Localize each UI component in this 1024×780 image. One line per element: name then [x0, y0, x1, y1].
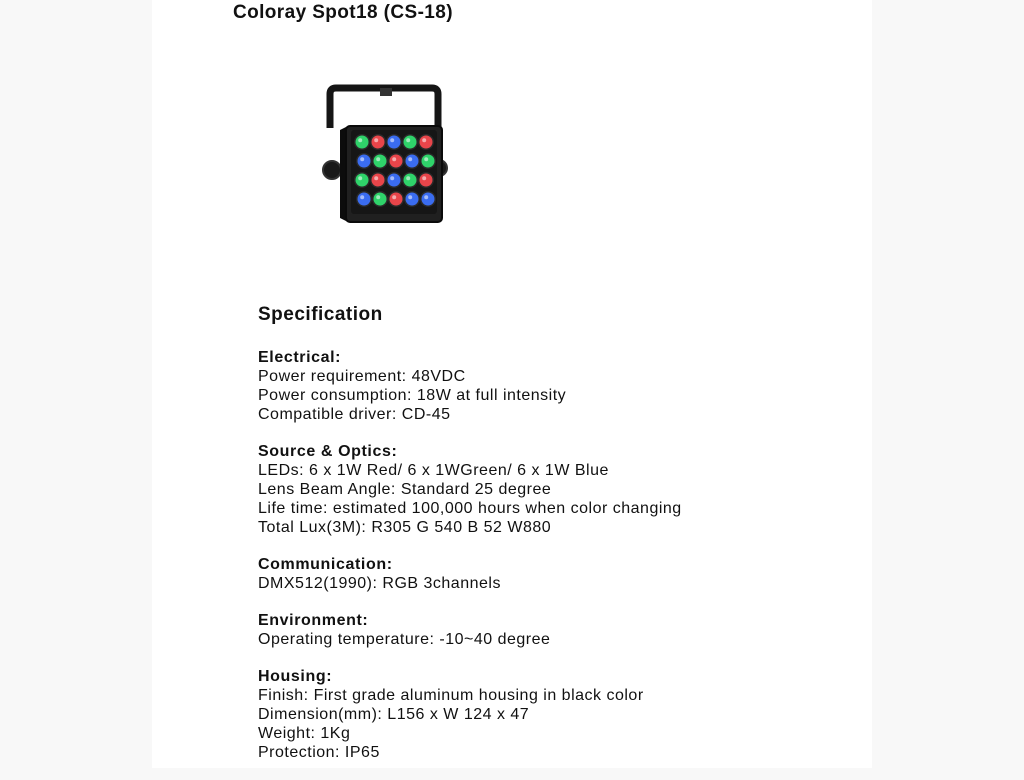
spec-line: DMX512(1990): RGB 3channels	[258, 575, 501, 592]
section-title-environment: Environment:	[258, 612, 369, 629]
spec-line: LEDs: 6 x 1W Red/ 6 x 1WGreen/ 6 x 1W Blue	[258, 462, 609, 479]
led-lens	[390, 193, 403, 206]
led-highlight	[408, 195, 412, 199]
led-highlight	[390, 138, 394, 142]
spec-line: Total Lux(3M): R305 G 540 B 52 W880	[258, 519, 552, 536]
led-lens	[372, 136, 385, 149]
fixture-bracket-clip	[380, 88, 392, 96]
led-lens	[390, 155, 403, 168]
led-highlight	[358, 176, 362, 180]
led-lens	[404, 136, 417, 149]
section-title-housing: Housing:	[258, 668, 333, 685]
spec-line: Lens Beam Angle: Standard 25 degree	[258, 481, 552, 498]
section-title-electrical: Electrical:	[258, 349, 342, 366]
led-lens	[422, 155, 435, 168]
section-title-source-optics: Source & Optics:	[258, 443, 398, 460]
led-highlight	[424, 157, 428, 161]
led-highlight	[376, 157, 380, 161]
section-source-optics	[258, 442, 818, 537]
led-lens	[422, 193, 435, 206]
led-lens	[372, 174, 385, 187]
led-highlight	[376, 195, 380, 199]
led-lens	[374, 155, 387, 168]
fixture-knob-left	[323, 161, 341, 179]
specification-heading: Specification	[258, 304, 383, 325]
spec-line: Power consumption: 18W at full intensity	[258, 387, 567, 404]
spec-line: Compatible driver: CD-45	[258, 406, 451, 423]
specification-block	[258, 303, 818, 780]
section-communication	[258, 555, 818, 593]
section-environment	[258, 611, 818, 649]
led-lens	[374, 193, 387, 206]
spec-line: Finish: First grade aluminum housing in black color	[258, 687, 644, 704]
spec-line: Protection: IP65	[258, 744, 380, 761]
led-highlight	[392, 157, 396, 161]
led-highlight	[422, 138, 426, 142]
led-spotlight-fixture-icon	[318, 82, 452, 228]
spec-line: Life time: estimated 100,000 hours when color changing	[258, 500, 682, 517]
spec-line: Power requirement: 48VDC	[258, 368, 466, 385]
spec-line: Dimension(mm): L156 x W 124 x 47	[258, 706, 530, 723]
section-title-communication: Communication:	[258, 556, 393, 573]
led-highlight	[358, 138, 362, 142]
led-lens	[356, 174, 369, 187]
led-highlight	[408, 157, 412, 161]
led-highlight	[360, 195, 364, 199]
led-highlight	[392, 195, 396, 199]
led-lens	[406, 193, 419, 206]
led-lens	[404, 174, 417, 187]
led-lens	[388, 136, 401, 149]
section-electrical	[258, 348, 818, 424]
spec-line: Weight: 1Kg	[258, 725, 351, 742]
led-highlight	[422, 176, 426, 180]
section-housing	[258, 667, 818, 762]
spec-line: Operating temperature: -10~40 degree	[258, 631, 551, 648]
led-lens	[358, 155, 371, 168]
led-lens	[406, 155, 419, 168]
led-highlight	[374, 138, 378, 142]
led-lens	[358, 193, 371, 206]
product-title: Coloray Spot18 (CS-18)	[233, 2, 453, 23]
led-highlight	[374, 176, 378, 180]
led-highlight	[424, 195, 428, 199]
led-highlight	[360, 157, 364, 161]
led-lens	[420, 174, 433, 187]
led-lens	[420, 136, 433, 149]
led-highlight	[406, 138, 410, 142]
led-lens	[356, 136, 369, 149]
led-highlight	[390, 176, 394, 180]
led-lens	[388, 174, 401, 187]
led-highlight	[406, 176, 410, 180]
